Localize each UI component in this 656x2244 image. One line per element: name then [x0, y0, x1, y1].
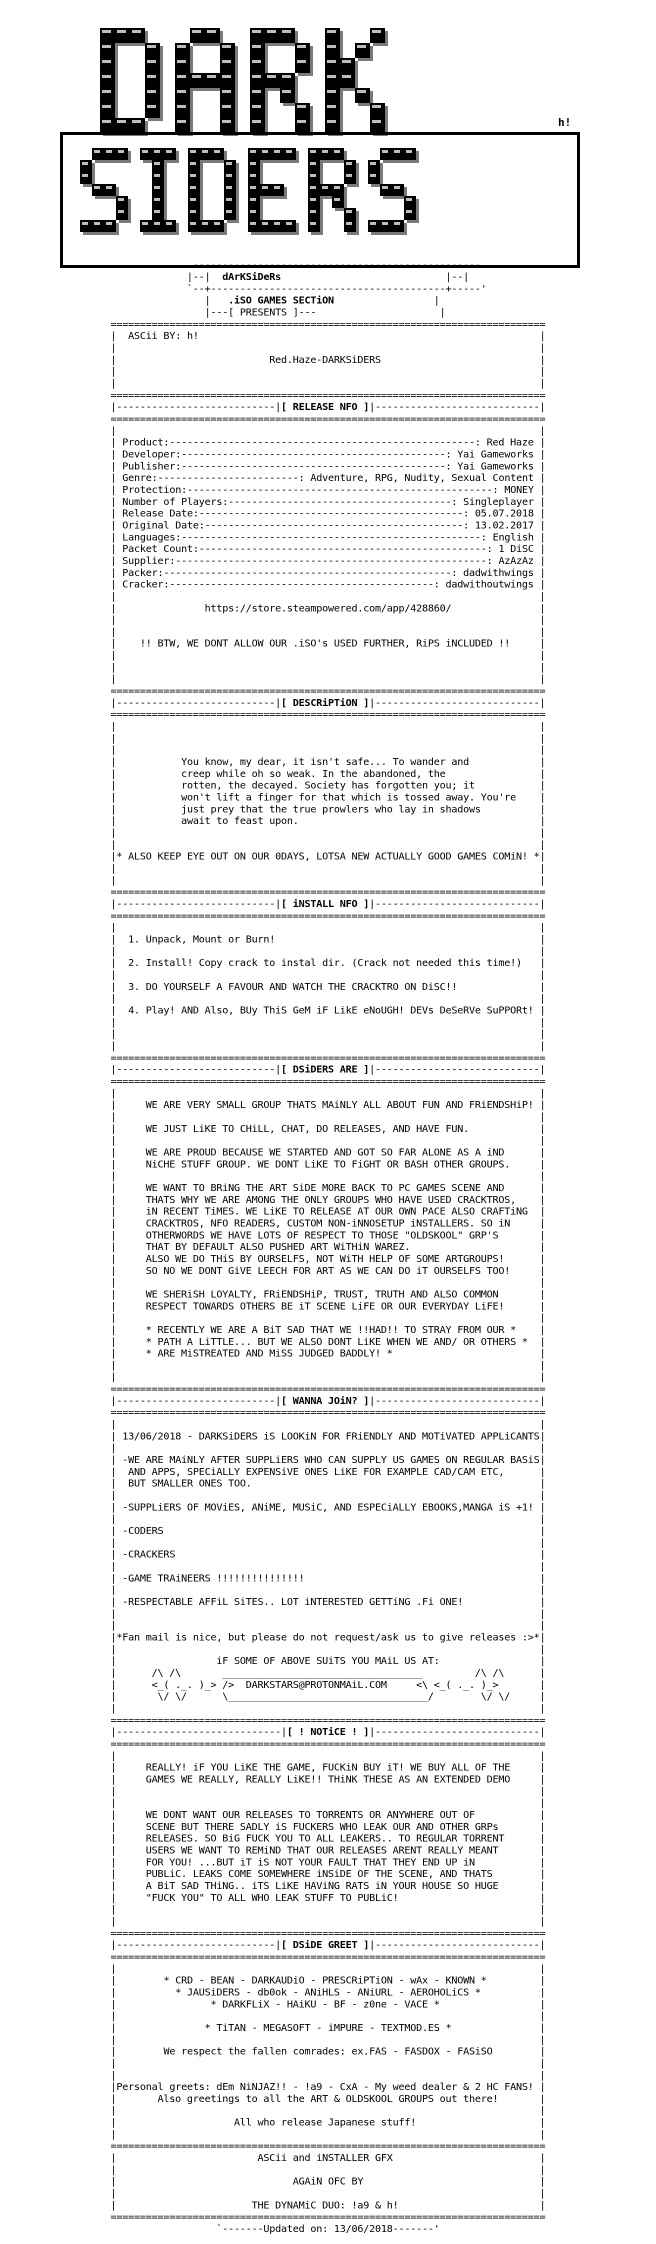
fallen-comrades: We respect the fallen comrades: ex.FAS - FASDOX - FASiSO — [163, 2046, 493, 2058]
contact-prompt: iF SOME OF ABOVE SUiTS YOU MAiL US AT: — [216, 1656, 440, 1668]
about-line: * PATH A LiTTLE... BUT WE ALSO DONT LiKE WHEN WE AND/ OR OTHERS * — [145, 1336, 528, 1348]
join-headline: 13/06/2018 - DARKSiDERS iS LOOKiN FOR FRiENDLY AND MOTiVATED APPLiCANTS — [122, 1431, 540, 1443]
about-line: OTHERWORDS WE HAVE LOTS OF RESPECT TO THOSE "OLDSKOOL" GRP'S — [145, 1230, 499, 1242]
release-info-label: Genre: — [122, 473, 158, 485]
release-name: Red.Haze-DARKSiDERS — [269, 354, 381, 366]
notice-line: A BiT SAD THiNG.. iTS LiKE HAViNG RATS iN YOUR HOUSE SO HUGE — [145, 1881, 499, 1892]
updated-date: Updated on: 13/06/2018 — [263, 2224, 393, 2236]
notice-line: WE DONT WANT OUR RELEASES TO TORRENTS OR ANYWHERE OUT OF — [145, 1810, 475, 1821]
release-info-label: Number of Players: — [122, 496, 229, 508]
release-info-label: Cracker: — [122, 579, 170, 591]
section-notice: [ ! NOTiCE ! ] — [286, 1727, 370, 1739]
install-step: 4. Play! AND Also, BUy ThiS GeM iF LikE eNoUGH! DEVs DeSeRVe SuPPORt! — [128, 1005, 534, 1017]
about-line: * RECENTLY WE ARE A BiT SAD THAT WE !!HAD!! TO STRAY FROM OUR * — [145, 1325, 517, 1336]
logo-block — [92, 148, 104, 160]
logo-highlight — [82, 174, 88, 177]
release-info-value: Yai Gameworks — [457, 449, 534, 461]
section-dside-greet: [ DSiDE GREET ] — [280, 1940, 370, 1952]
contact-email-line[interactable]: <_( ._. )_> /> DARKSTARS@PROTONMAiL.COM <\ <_( ._. )_> — [151, 1679, 499, 1691]
logo-highlight — [82, 162, 88, 165]
section-release-nfo: [ RELEASE NFO ] — [280, 402, 370, 414]
release-info-label: Supplier: — [122, 556, 176, 567]
install-step: 2. Install! Copy crack to instal dir. (Crack not needed this time!) — [128, 958, 522, 970]
notice-line: USERS WE WANT TO REMiND THAT OUR RELEASES ARENT REALLY MEANT — [145, 1845, 499, 1857]
description-line: won't lift a finger for that which is tossed away. You're — [181, 792, 517, 804]
description-line: await to feast upon. — [181, 816, 299, 828]
greet-groups: * JAUSiDERS - db0ok - ANiHLS - ANiURL - AEROHOLiCS * — [175, 1987, 481, 1999]
logo-rail — [577, 132, 580, 268]
about-line: THAT BY DEFAULT ALSO PUSHED ART WiTHiN WAREZ. — [145, 1242, 411, 1254]
iso-notice: !! BTW, WE DONT ALLOW OUR .iSO's USED FURTHER, RiPS iNCLUDED !! — [139, 638, 511, 650]
logo-block — [80, 172, 92, 184]
nfo-text: .-------------------------------------------------. |--| dArKSiDeRs |--| `--+----------------------------------------+-----' | .iSO GAMES SECTiON | |---[ PRESENTS ]--- | ========================================================================== | ASCii BY: h! | | | | Red.Haze-DARKSiDERS | | | | | ========================================================================== |---------------------------|[ RELEASE NFO ]|----------------------------| ========================================================================== | | | Product:----------------------------------------------------: Red Haze | | Developer:---------------------------------------------: Yai Gameworks | | Publisher:---------------------------------------------: Yai Gameworks | | Genre:------------------------: Adventure, RPG, Nudity, Sexual Content | | Protection:----------------------------------------------------: MONEY | | Number of Players:--------------------------------------: Singleplayer | | Release Date:---------------------------------------------: 05.07.2018 | | Original Date:--------------------------------------------: 13.02.2017 | | Languages:---------------------------------------------------: English | | Packet Count:-------------------------------------------------: 1 DiSC | | Supplier:-----------------------------------------------------: AzAzAz | | Packer:-------------------------------------------------: dadwithwings | | Cracker:---------------------------------------------: dadwithoutwings | | | | https://store.steampowered.com/app/428860/ | | | | | | !! BTW, WE DONT ALLOW OUR .iSO's USED FURTHER, RiPS iNCLUDED !! | | | | | | | ========================================================================== |---------------------------|[ DESCRiPTiON ]|----------------------------| ========================================================================== | | | | | | | You know, my dear, it isn't safe... To wander and | | creep while oh so weak. In the abandoned, the | | rotten, the decayed. Society has forgotten you; it | | won't lift a finger for that which is tossed away. You're | | just prey that the true prowlers who lay in shadows | | await to feast upon. | | | | | |* ALSO KEEP EYE OUT ON OUR 0DAYS, LOTSA NEW ACTUALLY GOOD GAMES COMiN! *| | | | | ========================================================================== |---------------------------|[ iNSTALL NFO ]|----------------------------| ========================================================================== | | | 1. Unpack, Mount or Burn! | | | | 2. Install! Copy crack to instal dir. (Crack not needed this time!) | | | | 3. DO YOURSELF A FAVOUR AND WATCH THE CRACKTRO ON DiSC!! | | | | 4. Play! AND Also, BUy ThiS GeM iF LikE eNoUGH! DEVs DeSeRVe SuPPORt! | | | | | | | ========================================================================== |---------------------------|[ DSiDERS ARE ]|----------------------------| ========================================================================== | | | WE ARE VERY SMALL GROUP THATS MAiNLY ALL ABOUT FUN AND FRiENDSHiP! | | | | WE JUST LiKE TO CHiLL, CHAT, DO RELEASES, AND HAVE FUN. | | | | WE ARE PROUD BECAUSE WE STARTED AND GOT SO FAR ALONE AS A iND | | NiCHE STUFF GROUP. WE DONT LiKE TO FiGHT OR BASH OTHER GROUPS. | | | | WE WANT TO BRiNG THE ART SiDE MORE BACK TO PC GAMES SCENE AND | | THATS WHY WE ARE AMONG THE ONLY GROUPS WHO HAVE USED CRACKTROS, | | iN RECENT TiMES. WE LiKE TO RELEASE AT OUR OWN PACE ALSO CRAFTiNG | | CRACKTROS, NFO READERS, CUSTOM NON-iNNOSETUP iNSTALLERS. SO iN | | OTHERWORDS WE HAVE LOTS OF RESPECT TO THOSE "OLDSKOOL" GRP'S | | THAT BY DEFAULT ALSO PUSHED ART WiTHiN WAREZ. | | ALSO WE DO THiS BY OURSELFS, NOT WiTH HELP OF SOME ARTGROUPS! | | SO NO WE DONT GiVE LEECH FOR ART AS WE CAN DO iT OURSELFS TOO! | | | | WE SHERiSH LOYALTY, FRiENDSHiP, TRUST, TRUTH AND ALSO COMMON | | RESPECT TOWARDS OTHERS BE iT SCENE LiFE OR OUR EVERYDAY LiFE! | | | | * RECENTLY WE ARE A BiT SAD THAT WE !!HAD!! TO STRAY FROM OUR * | | * PATH A LiTTLE... BUT WE ALSO DONT LiKE WHEN WE AND/ OR OTHERS * | | * ARE MiSTREATED AND MiSS JUDGED BADDLY! * | | | | | ========================================================================== |---------------------------|[ WANNA JOiN? ]|----------------------------| ========================================================================== | | | 13/06/2018 - DARKSiDERS iS LOOKiN FOR FRiENDLY AND MOTiVATED APPLiCANTS| | | | -WE ARE MAiNLY AFTER SUPPLiERS WHO CAN SUPPLY US GAMES ON REGULAR BASiS| | AND APPS, SPECiALLY EXPENSiVE ONES LiKE FOR EXAMPLE CAD/CAM ETC, | | BUT SMALLER ONES TOO. | | | | -SUPPLiERS OF MOViES, ANiME, MUSiC, AND ESPECiALLY EBOOKS,MANGA iS +1! | | | | -CODERS | | | | -CRACKERS | | | | -GAME TRAiNEERS !!!!!!!!!!!!!!! | | | | -RESPECTABLE AFFiL SiTES.. LOT iNTERESTED GETTiNG .Fi ONE! | | | | | |*Fan mail is nice, but please do not request/ask us to give releases :>*| | | | iF SOME OF ABOVE SUiTS YOU MAiL US AT: | | /\ /\ __________________________________ /\ /\ | | <_( ._. )_> /> DARKSTARS@PROTONMAiL.COM <\ <_( ._. )_> | | \/ \/ \__________________________________/ \/ \/ | | | ========================================================================== |----------------------------|[ ! NOTiCE ! ]|----------------------------| ========================================================================== | | | REALLY! iF YOU LiKE THE GAME, FUCKiN BUY iT! WE BUY ALL OF THE | | GAMES WE REALLY, REALLY LiKE!! THiNK THESE AS AN EXTENDED DEMO | | | | | | WE DONT WANT OUR RELEASES TO TORRENTS OR ANYWHERE OUT OF | | SCENE BUT THERE SADLY iS FUCKERS WHO LEAK OUR AND OTHER GRPs | | RELEASES. SO BiG FUCK YOU TO ALL LEAKERS.. TO REGULAR TORRENT | | USERS WE WANT TO REMiND THAT OUR RELEASES ARENT REALLY MEANT | | FOR YOU! ...BUT iT iS NOT YOUR FAULT THAT THEY END UP iN | | PUBLiC. LEAKS COME SOMEWHERE iNSiDE OF THE SCENE, AND THATS | | A BiT SAD THiNG.. iTS LiKE HAViNG RATS iN YOUR HOUSE SO HUGE | | "FUCK YOU" TO ALL WHO LEAK STUFF TO PUBLiC! | | | | | ========================================================================== |---------------------------|[ DSiDE GREET ]|----------------------------| ========================================================================== | | | * CRD - BEAN - DARKAUDiO - PRESCRiPTiON - wAx - KNOWN * | | * JAUSiDERS - db0ok - ANiHLS - ANiURL - AEROHOLiCS * | | * DARKFLiX - HAiKU - BF - z0ne - VACE * | | | | * TiTAN - MEGASOFT - iMPURE - TEXTMOD.ES * | | | | We respect the fallen comrades: ex.FAS - FASDOX - FASiSO | | | | | |Personal greets: dEm NiNJAZ!! - !a9 - CxA - My weed dealer & 2 HC FANS! | | Also greetings to all the ART & OLDSKOOL GROUPS out there! | | | | All who release Japanese stuff! | | | ========================================================================== | ASCii and iNSTALLER GFX | | | | AGAiN OFC BY | | | | THE DYNAMiC DUO: !a9 & h! | ========================================================================== `-------Updated on: 13/06/2018-------' — [110, 260, 546, 2236]
about-line: WE ARE VERY SMALL GROUP THATS MAiNLY ALL ABOUT FUN AND FRiENDSHiP! — [145, 1100, 534, 1112]
join-item: -CODERS — [122, 1526, 164, 1538]
presents-label: PRESENTS — [239, 307, 287, 319]
credits-line: ASCii and iNSTALLER GFX — [257, 2153, 393, 2165]
release-info-value: AzAzAz — [498, 556, 534, 567]
release-info-label: Developer: — [122, 449, 182, 461]
join-item: -RESPECTABLE AFFiL SiTES.. LOT iNTERESTED GETTiNG .Fi ONE! — [122, 1597, 464, 1608]
logo-signature: h! — [558, 116, 572, 129]
group-name: dArKSiDeRs — [222, 272, 281, 283]
personal-greets: Personal greets: dEm NiNJAZ!! - !a9 - CxA - My weed dealer & 2 HC FANS! — [116, 2082, 534, 2094]
release-info-label: Original Date: — [122, 520, 205, 532]
logo-block — [92, 220, 104, 232]
credits-line: THE DYNAMiC DUO: !a9 & h! — [251, 2200, 399, 2212]
also-greets: Also greetings to all the ART & OLDSKOOL GROUPS out there! — [157, 2094, 499, 2105]
about-line: RESPECT TOWARDS OTHERS BE iT SCENE LiFE OR OUR EVERYDAY LiFE! — [145, 1301, 505, 1313]
logo-rail — [60, 132, 63, 268]
release-info-label: Protection: — [122, 485, 187, 496]
about-line: CRACKTROS, NFO READERS, CUSTOM NON-iNNOSETUP iNSTALLERS. SO iN — [145, 1218, 511, 1230]
join-item: AND APPS, SPECiALLY EXPENSiVE ONES LiKE FOR EXAMPLE CAD/CAM ETC, — [122, 1467, 505, 1478]
fan-mail: *Fan mail is nice, but please do not request/ask us to give releases :>* — [116, 1632, 540, 1644]
logo-highlight — [94, 222, 100, 225]
release-info-value: dadwithoutwings — [445, 579, 534, 591]
section-wanna-join: [ WANNA JOiN? ] — [280, 1396, 370, 1407]
about-line: iN RECENT TiMES. WE LiKE TO RELEASE AT OUR OWN PACE ALSO CRAFTiNG — [145, 1206, 528, 1218]
logo-block — [80, 160, 92, 172]
about-line: ALSO WE DO THiS BY OURSELFS, NOT WiTH HELP OF SOME ARTGROUPS! — [145, 1254, 505, 1265]
about-line: THATS WHY WE ARE AMONG THE ONLY GROUPS WHO HAVE USED CRACKTROS, — [145, 1194, 517, 1206]
notice-line: REALLY! iF YOU LiKE THE GAME, FUCKiN BUY iT! WE BUY ALL OF THE — [145, 1762, 511, 1774]
release-info-value: Adventure, RPG, Nudity, Sexual Content — [310, 473, 534, 485]
zero-days-notice: * ALSO KEEP EYE OUT ON OUR 0DAYS, LOTSA NEW ACTUALLY GOOD GAMES COMiN! * — [116, 851, 540, 863]
section-dsiders-are: [ DSiDERS ARE ] — [280, 1064, 370, 1076]
join-item: -WE ARE MAiNLY AFTER SUPPLiERS WHO CAN SUPPLY US GAMES ON REGULAR BASiS — [122, 1455, 540, 1467]
description-line: rotten, the decayed. Society has forgotten you; it — [181, 780, 475, 792]
notice-line: GAMES WE REALLY, REALLY LiKE!! THiNK THESE AS AN EXTENDED DEMO — [145, 1774, 511, 1786]
logo-block — [92, 184, 104, 196]
release-info-value: English — [492, 532, 534, 544]
about-line: WE SHERiSH LOYALTY, FRiENDSHiP, TRUST, TRUTH AND ALSO COMMON — [145, 1289, 499, 1301]
release-info-value: Singleplayer — [463, 496, 534, 508]
release-info-label: Product: — [122, 437, 170, 449]
release-info-label: Release Date: — [122, 508, 199, 520]
logo-highlight — [82, 222, 88, 225]
credits-line: AGAiN OFC BY — [292, 2176, 364, 2188]
install-step: 1. Unpack, Mount or Burn! — [128, 934, 276, 946]
description-line: just prey that the true prowlers who lay in shadows — [181, 804, 481, 816]
release-info-label: Packer: — [122, 567, 164, 579]
join-item: -SUPPLiERS OF MOViES, ANiME, MUSiC, AND ESPECiALLY EBOOKS,MANGA iS +1! — [122, 1502, 534, 1514]
release-info-value: dadwithwings — [463, 567, 534, 579]
about-line: * ARE MiSTREATED AND MiSS JUDGED BADDLY! * — [145, 1348, 393, 1360]
join-item: BUT SMALLER ONES TOO. — [122, 1478, 252, 1490]
section-name: .iSO GAMES SECTiON — [228, 295, 334, 307]
release-info-value: Red Haze — [486, 437, 534, 449]
about-line: WE JUST LiKE TO CHiLL, CHAT, DO RELEASES, AND HAVE FUN. — [145, 1123, 470, 1135]
description-line: You know, my dear, it isn't safe... To wander and — [181, 757, 470, 769]
about-line: WE WANT TO BRiNG THE ART SiDE MORE BACK TO PC GAMES SCENE AND — [145, 1183, 505, 1194]
release-info-value: MONEY — [504, 485, 534, 496]
about-line: NiCHE STUFF GROUP. WE DONT LiKE TO FiGHT OR BASH OTHER GROUPS. — [145, 1159, 511, 1171]
install-step: 3. DO YOURSELF A FAVOUR AND WATCH THE CRACKTRO ON DiSC!! — [128, 981, 458, 993]
description-line: creep while oh so weak. In the abandoned, the — [181, 768, 446, 780]
release-info-value: 05.07.2018 — [474, 508, 534, 520]
store-url[interactable]: https://store.steampowered.com/app/428860/ — [204, 603, 452, 615]
notice-line: FOR YOU! ...BUT iT iS NOT YOUR FAULT THAT THEY END UP iN — [145, 1857, 475, 1869]
release-info-label: Packet Count: — [122, 544, 199, 556]
about-line: SO NO WE DONT GiVE LEECH FOR ART AS WE CAN DO iT OURSELFS TOO! — [145, 1265, 511, 1277]
japanese-greet: All who release Japanese stuff! — [233, 2117, 417, 2129]
section-install-nfo: [ iNSTALL NFO ] — [280, 899, 370, 910]
greet-groups: * CRD - BEAN - DARKAUDiO - PRESCRiPTiON - wAx - KNOWN * — [163, 1975, 487, 1987]
logo-block — [80, 220, 92, 232]
notice-line: RELEASES. SO BiG FUCK YOU TO ALL LEAKERS.. TO REGULAR TORRENT — [145, 1833, 505, 1845]
release-info-value: 13.02.2017 — [474, 520, 534, 532]
about-line: WE ARE PROUD BECAUSE WE STARTED AND GOT SO FAR ALONE AS A iND — [145, 1147, 505, 1159]
section-description: [ DESCRiPTiON ] — [280, 698, 370, 709]
notice-line: SCENE BUT THERE SADLY iS FUCKERS WHO LEAK OUR AND OTHER GRPs — [145, 1821, 499, 1833]
greet-groups: * TiTAN - MEGASOFT - iMPURE - TEXTMOD.ES * — [204, 2023, 452, 2034]
release-info-label: Languages: — [122, 532, 182, 544]
release-info-value: Yai Gameworks — [457, 461, 534, 473]
release-info-value: 1 DiSC — [498, 544, 534, 556]
logo-highlight — [94, 186, 100, 189]
release-info-label: Publisher: — [122, 461, 182, 473]
notice-line: "FUCK YOU" TO ALL WHO LEAK STUFF TO PUBLiC! — [145, 1892, 399, 1904]
logo-highlight — [94, 150, 100, 153]
join-item: -GAME TRAiNEERS !!!!!!!!!!!!!!! — [122, 1573, 305, 1585]
ascii-by: ASCii BY: h! — [128, 331, 199, 343]
notice-line: PUBLiC. LEAKS COME SOMEWHERE iNSiDE OF THE SCENE, AND THATS — [145, 1869, 493, 1881]
join-item: -CRACKERS — [122, 1549, 176, 1561]
greet-groups: * DARKFLiX - HAiKU - BF - z0ne - VACE * — [210, 1999, 440, 2011]
